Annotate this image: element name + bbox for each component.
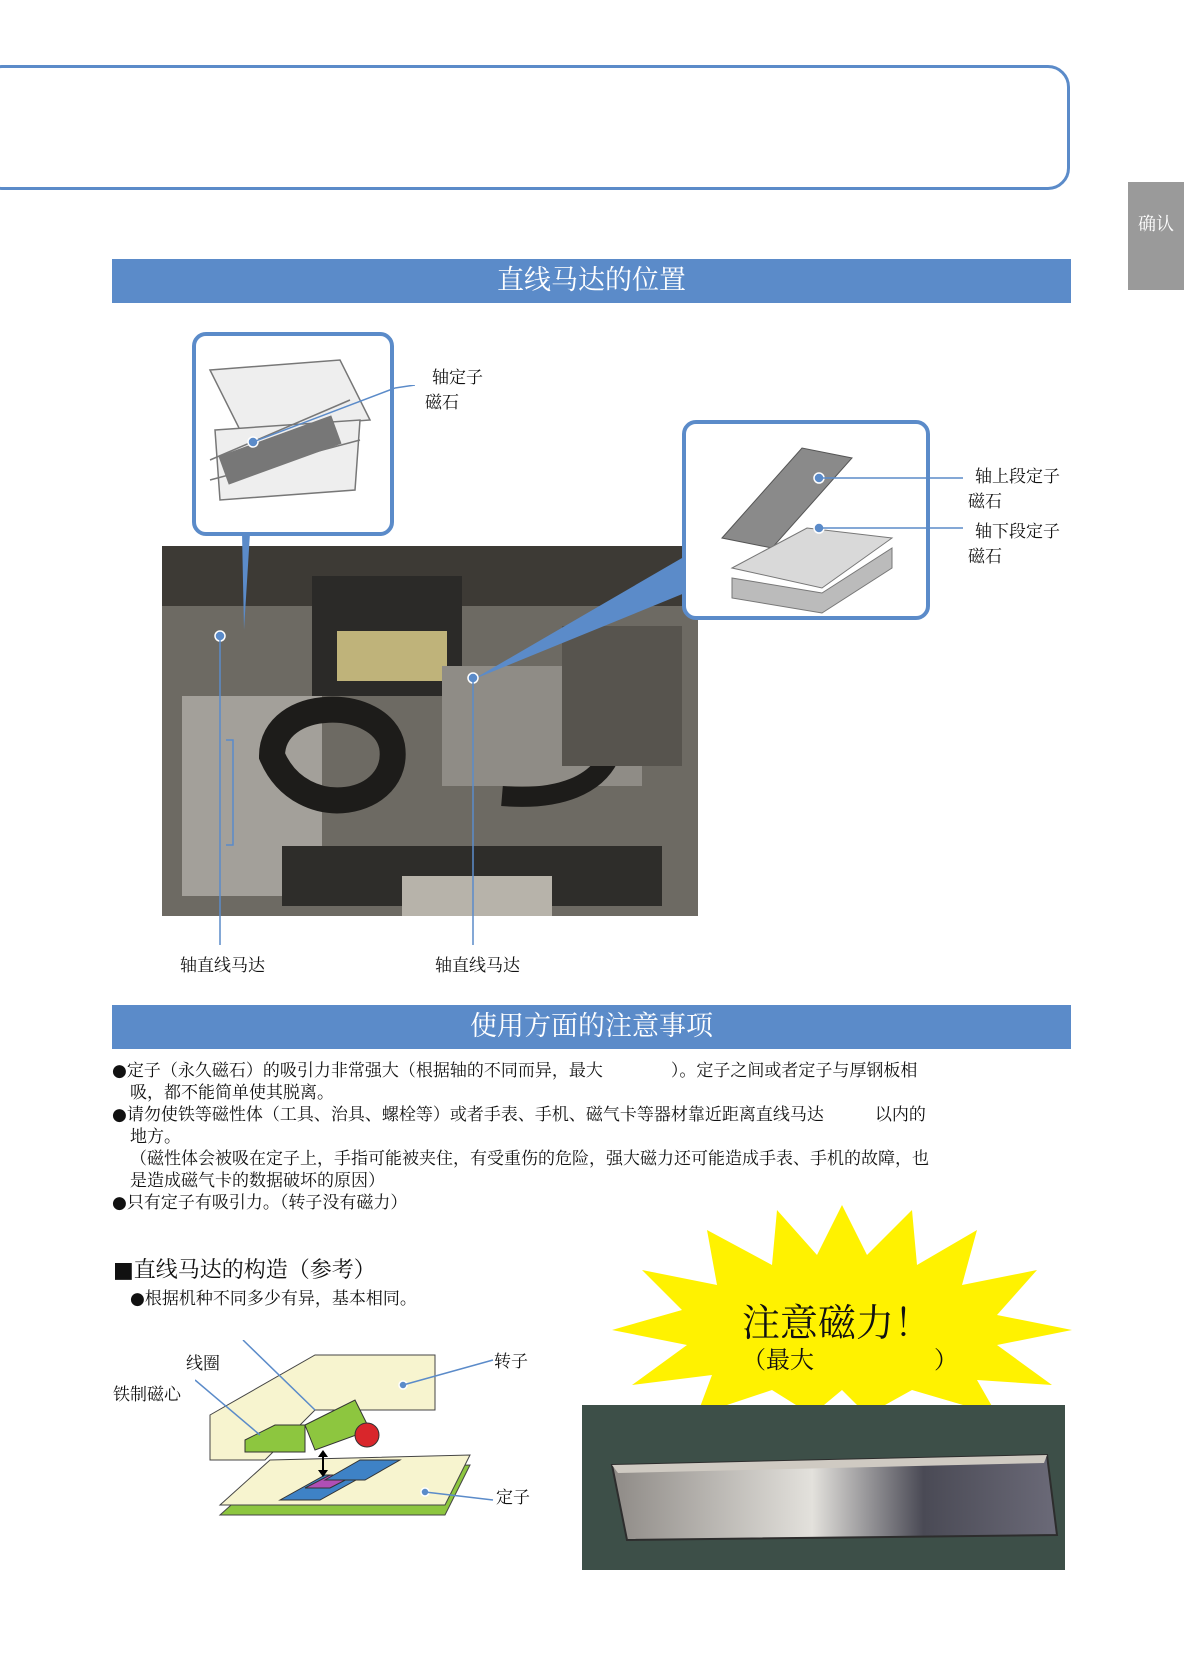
callout-upper-lower-stator bbox=[462, 418, 932, 678]
label-iron-core: 铁制磁心 bbox=[113, 1385, 181, 1405]
bullet-3: ●只有定子有吸引力。（转子没有磁力） bbox=[112, 1193, 408, 1213]
bullet-1-line1: ●定子（永久磁石）的吸引力非常强大（根据轴的不同而异，最大 ）。定子之间或者定子与厚钢板相 bbox=[112, 1061, 918, 1081]
label-upper-stator-2: 磁石 bbox=[968, 492, 1002, 512]
callout-axis-stator bbox=[190, 330, 400, 640]
label-motor-left: 轴直线马达 bbox=[180, 956, 265, 976]
leaders-motors bbox=[200, 620, 490, 950]
bullet-1-line2: 吸，都不能简单使其脱离。 bbox=[130, 1083, 334, 1103]
header-frame bbox=[0, 65, 1070, 190]
side-tab-confirm[interactable]: 确认 bbox=[1128, 182, 1184, 290]
label-upper-stator-1: 轴上段定子 bbox=[975, 467, 1060, 487]
label-lower-stator-2: 磁石 bbox=[968, 547, 1002, 567]
leaders-right bbox=[815, 474, 965, 544]
label-rotor: 转子 bbox=[494, 1352, 528, 1372]
bullet-2-note2: 是造成磁气卡的数据破坏的原因） bbox=[130, 1171, 385, 1191]
section-title-cautions: 使用方面的注意事项 bbox=[112, 1005, 1071, 1049]
label-motor-right: 轴直线马达 bbox=[435, 956, 520, 976]
label-axis-stator-1: 轴定子 bbox=[432, 368, 483, 388]
label-stator: 定子 bbox=[496, 1488, 530, 1508]
structure-title: ■直线马达的构造（参考） bbox=[113, 1258, 376, 1283]
bullet-2-line1: ●请勿使铁等磁性体（工具、治具、螺栓等）或者手表、手机、磁气卡等器材靠近距离直线马达 以内的 bbox=[112, 1105, 926, 1125]
bullet-2-note1: （磁性体会被吸在定子上，手指可能被夹住，有受重伤的危险，强大磁力还可能造成手表、手机的故障，也 bbox=[130, 1149, 929, 1169]
warning-subtitle: （最大 ） bbox=[742, 1346, 958, 1374]
label-axis-stator-2: 磁石 bbox=[425, 393, 459, 413]
bullet-2-line2: 地方。 bbox=[130, 1127, 181, 1147]
structure-subtitle: ●根据机种不同多少有异，基本相同。 bbox=[130, 1289, 417, 1309]
stator-photo bbox=[582, 1405, 1065, 1570]
structure-diagram bbox=[195, 1340, 495, 1540]
label-lower-stator-1: 轴下段定子 bbox=[975, 522, 1060, 542]
caution-list bbox=[112, 1060, 1072, 1214]
warning-title: 注意磁力！ bbox=[742, 1301, 933, 1345]
leader-axis-stator bbox=[395, 385, 415, 395]
label-coil: 线圈 bbox=[186, 1354, 220, 1374]
section-title-position: 直线马达的位置 bbox=[112, 259, 1071, 303]
